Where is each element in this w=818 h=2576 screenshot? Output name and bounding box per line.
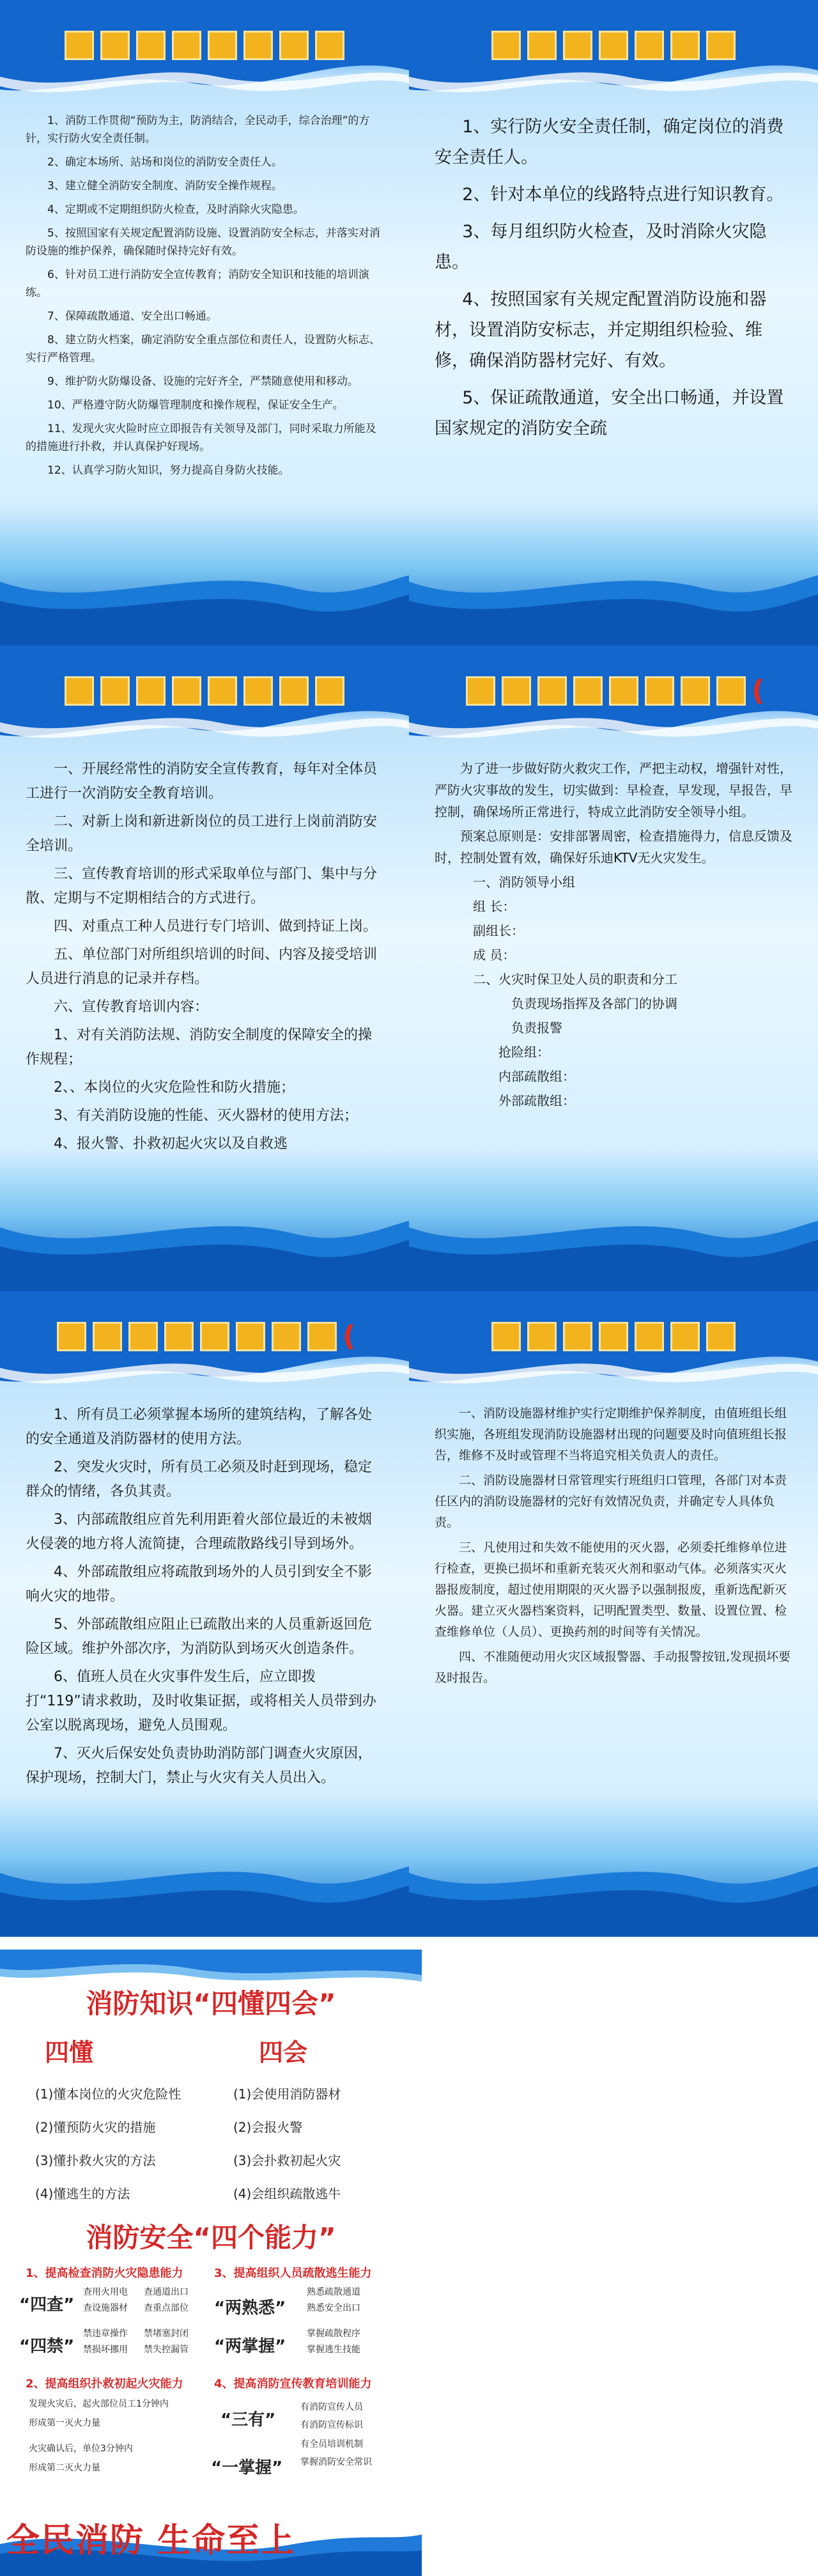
text-line: 2、、本岗位的火灾危险性和防火措施； — [54, 1080, 295, 1096]
text-line: 六、宣传教育培训内容： — [54, 999, 209, 1015]
ban-item: 禁失控漏管 — [144, 2345, 189, 2355]
safety-duty-panel — [409, 0, 818, 646]
hui-item: (2)会报火警 — [233, 2120, 303, 2135]
text-line: 6、值班人员在火灾事件发生后，应立即拨打“119”请求救助，及时收集证据，或将相关人员带到办公室以脱离现场，避免人员围观。 — [26, 1669, 376, 1734]
education-item: 有消防宣传人员 — [300, 2402, 363, 2412]
list-item: 一、消防领导小组 — [473, 874, 575, 890]
text-line: 2、确定本场所、站场和岗位的消防安全责任人。 — [47, 156, 282, 169]
education-item: 掌握消防安全常识 — [300, 2457, 372, 2467]
equipment-maintenance-panel — [409, 1291, 818, 1937]
panel-body — [435, 757, 792, 1189]
text-line: 为了进一步做好防火救灾工作，严把主动权，增强针对性，严防火灾事故的发生，切实做到：早检查，早发现，早报告，早控制，确保场所正常进行，特成立此消防安全领导小组。 — [435, 761, 792, 819]
text-line: 2、针对本单位的线路特点进行知识教育。 — [462, 185, 784, 205]
text-line: 5、外部疏散组应阻止已疏散出来的人员重新返回危险区域。维护外部次序，为消防队到场灭火创造条件。 — [26, 1617, 372, 1657]
text-line: 1、对有关消防法规、消防安全制度的保障安全的操作规程； — [26, 1027, 372, 1067]
dong-item: (3)懂扑救火灾的方法 — [35, 2153, 156, 2168]
list-item: 成 员： — [473, 947, 516, 963]
title-paren: ( — [342, 1320, 356, 1353]
check-item: 查通道出口 — [144, 2287, 189, 2297]
text-line: 四、不准随便动用火灾区域报警器、手动报警按钮,发现损坏要及时报告。 — [435, 1650, 791, 1685]
text-line: 3、建立健全消防安全制度、消防安全操作规程。 — [47, 180, 282, 192]
hui-item: (3)会扑救初起火灾 — [233, 2153, 341, 2168]
bottom-wave-decoration — [409, 556, 818, 646]
dong-item: (1)懂本岗位的火灾危险性 — [35, 2086, 181, 2102]
text-line: 一、消防设施器材维护实行定期维护保养制度，由值班组长组织实施，各班组发现消防设施器材出现的问题要及时向值班组长报告，维修不及时或管理不当将追究相关负责人的责任。 — [435, 1406, 787, 1463]
text-line: 5、保证疏散通道，安全出口畅通，并设置国家规定的消防安全疏 — [435, 388, 784, 438]
bottom-wave-decoration — [0, 1202, 409, 1291]
leadership-group-panel — [409, 646, 818, 1291]
ban-item: 禁损坏挪用 — [83, 2345, 128, 2355]
title-paren: ( — [751, 674, 765, 707]
four-understand-title: 消防知识“四懂四会” — [86, 1988, 336, 2019]
panel-body — [26, 1403, 383, 1835]
panel-body — [435, 112, 792, 543]
text-line: 4、外部疏散组应将疏散到场外的人员引到安全不影响火灾的地带。 — [26, 1564, 372, 1604]
bottom-wave-decoration — [0, 556, 409, 646]
panel-body — [435, 1403, 792, 1835]
text-line: 3、每月组织防火检查，及时消除火灾隐患。 — [435, 222, 767, 272]
hui-item: (1)会使用消防器材 — [233, 2086, 341, 2102]
panel-title-blocks — [409, 31, 818, 60]
ability-heading: 2、提高组织扑救初起火灾能力 — [26, 2377, 183, 2391]
text-line: 10、严格遵守防火防爆管理制度和操作规程，保证安全生产。 — [47, 399, 344, 412]
text-line: 7、灭火后保安处负责协助消防部门调查火灾原因，保护现场，控制大门，禁止与火灾有关人员出入。 — [26, 1746, 372, 1786]
text-line: 4、报火警、扑救初起火灾以及自救逃 — [54, 1136, 288, 1152]
text-line: 1、所有员工必须掌握本场所的建筑结构，了解各处的安全通道及消防器材的使用方法。 — [26, 1407, 372, 1447]
master-item: 掌握逃生技能 — [307, 2345, 360, 2355]
ban-item: 禁堵塞封闭 — [144, 2329, 189, 2339]
text-line: 7、保障疏散通道、安全出口畅通。 — [47, 310, 217, 323]
panel-body — [26, 757, 383, 1189]
slogan: 全民消防 生命至上 — [6, 2522, 296, 2560]
text-line: 二、消防设施器材日常管理实行班组归口管理，各部门对本责任区内的消防设施器材的完好有效情况负责，并确定专人具体负责。 — [435, 1473, 787, 1530]
text-line: 4、按照国家有关规定配置消防设施和器材，设置消防安标志，并定期组织检验、维修，确保消防器材完好、有效。 — [435, 290, 767, 371]
text-line: 12、认真学习防火知识，努力提高自身防火技能。 — [47, 464, 289, 477]
quote-label: “三有” — [220, 2410, 276, 2430]
text-line: 一、开展经常性的消防安全宣传教育，每年对全体员工进行一次消防安全教育培训。 — [26, 761, 378, 802]
text-line: 三、宣传教育培训的形式采取单位与部门、集中与分散、定期与不定期相结合的方式进行。 — [26, 866, 378, 906]
text-line: 1、实行防火安全责任制，确定岗位的消费安全责任人。 — [435, 117, 784, 167]
panel-title-blocks — [409, 1322, 818, 1351]
dong-item: (4)懂逃生的方法 — [35, 2186, 130, 2201]
fire-knowledge-poster — [0, 1950, 422, 2576]
education-item: 有消防宣传标识 — [300, 2420, 363, 2430]
text-line: 6、针对员工进行消防安全宣传教育；消防安全知识和技能的培训演练。 — [26, 268, 369, 299]
panel-title-blocks — [409, 676, 818, 706]
text-line: 4、定期或不定期组织防火检查，及时消除火灾隐患。 — [47, 203, 304, 216]
quote-label: “四查” — [19, 2295, 75, 2315]
text-line: 二、对新上岗和新进新岗位的员工进行上岗前消防安全培训。 — [26, 814, 378, 854]
text-line: 1、消防工作贯彻“预防为主，防消结合，全民动手，综合治理”的方针，实行防火安全责任制。 — [26, 114, 370, 145]
text-line: 8、建立防火档案，确定消防安全重点部位和责任人，设置防火标志、实行严格管理。 — [26, 334, 380, 364]
firefight-item: 形成第二灭火力量 — [29, 2463, 100, 2473]
education-item: 有全员培训机制 — [300, 2439, 363, 2449]
ability-heading: 1、提高检查消防火灾隐患能力 — [26, 2267, 183, 2280]
familiar-item: 熟悉疏散通道 — [307, 2287, 360, 2297]
responsibility-panel — [0, 0, 409, 646]
emergency-duties-panel — [0, 1291, 409, 1937]
text-line: 三、凡使用过和失效不能使用的灭火器，必须委托维修单位进行检查，更换已损坏和重新充装灭火剂和驱动气体。必须落实灭火器报废制度，超过使用期限的灭火器予以强制报废，重新选配新灭火器。建立灭火器档案资料，记明配置类型、数量、设置位置、检查维修单位（人员）、更换药剂的时间等有关情况。 — [435, 1540, 787, 1639]
four-dong-heading: 四懂 — [45, 2038, 94, 2067]
firefight-item: 发现火灾后，起火部位员工1分钟内 — [29, 2399, 169, 2409]
quote-label: “两掌握” — [214, 2337, 286, 2356]
text-line: 5、按照国家有关规定配置消防设施、设置消防安全标志，并落实对消防设施的维护保养，确保随时保持完好有效。 — [26, 227, 380, 258]
list-item: 外部疏散组： — [498, 1093, 575, 1108]
dong-item: (2)懂预防火灾的措施 — [35, 2120, 156, 2135]
ban-item: 禁违章操作 — [83, 2329, 128, 2339]
quote-label: “两熟悉” — [214, 2299, 286, 2318]
list-item: 负责报警 — [511, 1020, 562, 1036]
quote-label: “四禁” — [19, 2337, 75, 2356]
text-line: 3、有关消防设施的性能、灭火器材的使用方法； — [54, 1108, 358, 1124]
panel-title-blocks — [0, 676, 409, 706]
ability-heading: 3、提高组织人员疏散逃生能力 — [214, 2267, 372, 2280]
quote-label: “一掌握” — [211, 2458, 283, 2478]
four-hui-heading: 四会 — [259, 2038, 308, 2067]
text-line: 五、单位部门对所组织培训的时间、内容及接受培训人员进行消息的记录并存档。 — [26, 947, 378, 987]
four-abilities-title: 消防安全“四个能力” — [86, 2222, 336, 2253]
firefight-item: 形成第一灭火力量 — [29, 2418, 100, 2428]
familiar-item: 熟悉安全出口 — [307, 2303, 360, 2313]
text-line: 四、对重点工种人员进行专门培训、做到持证上岗。 — [54, 919, 378, 935]
training-panel — [0, 646, 409, 1291]
panel-title-blocks — [0, 1322, 409, 1351]
list-item: 抢险组： — [498, 1044, 550, 1060]
hui-item: (4)会组织疏散逃牛 — [233, 2186, 341, 2201]
list-item: 组 长： — [473, 899, 516, 914]
list-item: 负责现场指挥及各部门的协调 — [511, 996, 677, 1011]
text-line: 9、维护防火防爆设备、设施的完好齐全，严禁随意使用和移动。 — [47, 375, 359, 388]
check-item: 查用火用电 — [83, 2287, 128, 2297]
firefight-item: 火灾确认后，单位3分钟内 — [29, 2444, 133, 2454]
panel-title-blocks — [0, 31, 409, 60]
text-line: 预案总原则是：安排部署周密，检查措施得力，信息反馈及时，控制处置有效，确保好乐迪KTV无火灾发生。 — [435, 828, 792, 865]
ability-heading: 4、提高消防宣传教育培训能力 — [214, 2377, 372, 2391]
text-line: 11、发现火灾火险时应立即报告有关领导及部门，同时采取力所能及的措施进行扑救，并认真保护好现场。 — [26, 423, 376, 453]
master-item: 掌握疏散程序 — [307, 2329, 360, 2339]
bottom-wave-decoration — [409, 1847, 818, 1937]
bottom-wave-decoration — [0, 1847, 409, 1937]
panel-body — [26, 112, 383, 543]
check-item: 查设施器材 — [83, 2303, 128, 2313]
text-line: 2、突发火灾时，所有员工必须及时赶到现场，稳定群众的情绪，各负其责。 — [26, 1459, 372, 1500]
list-item: 内部疏散组： — [498, 1069, 575, 1084]
bottom-wave-decoration — [409, 1202, 818, 1291]
list-item: 二、火灾时保卫处人员的职责和分工 — [473, 972, 677, 987]
check-item: 查重点部位 — [144, 2303, 189, 2313]
list-item: 副组长： — [473, 923, 524, 938]
text-line: 3、内部疏散组应首先利用距着火部位最近的未被烟火侵袭的地方将人流简捷，合理疏散路线引导到场外。 — [26, 1512, 372, 1552]
